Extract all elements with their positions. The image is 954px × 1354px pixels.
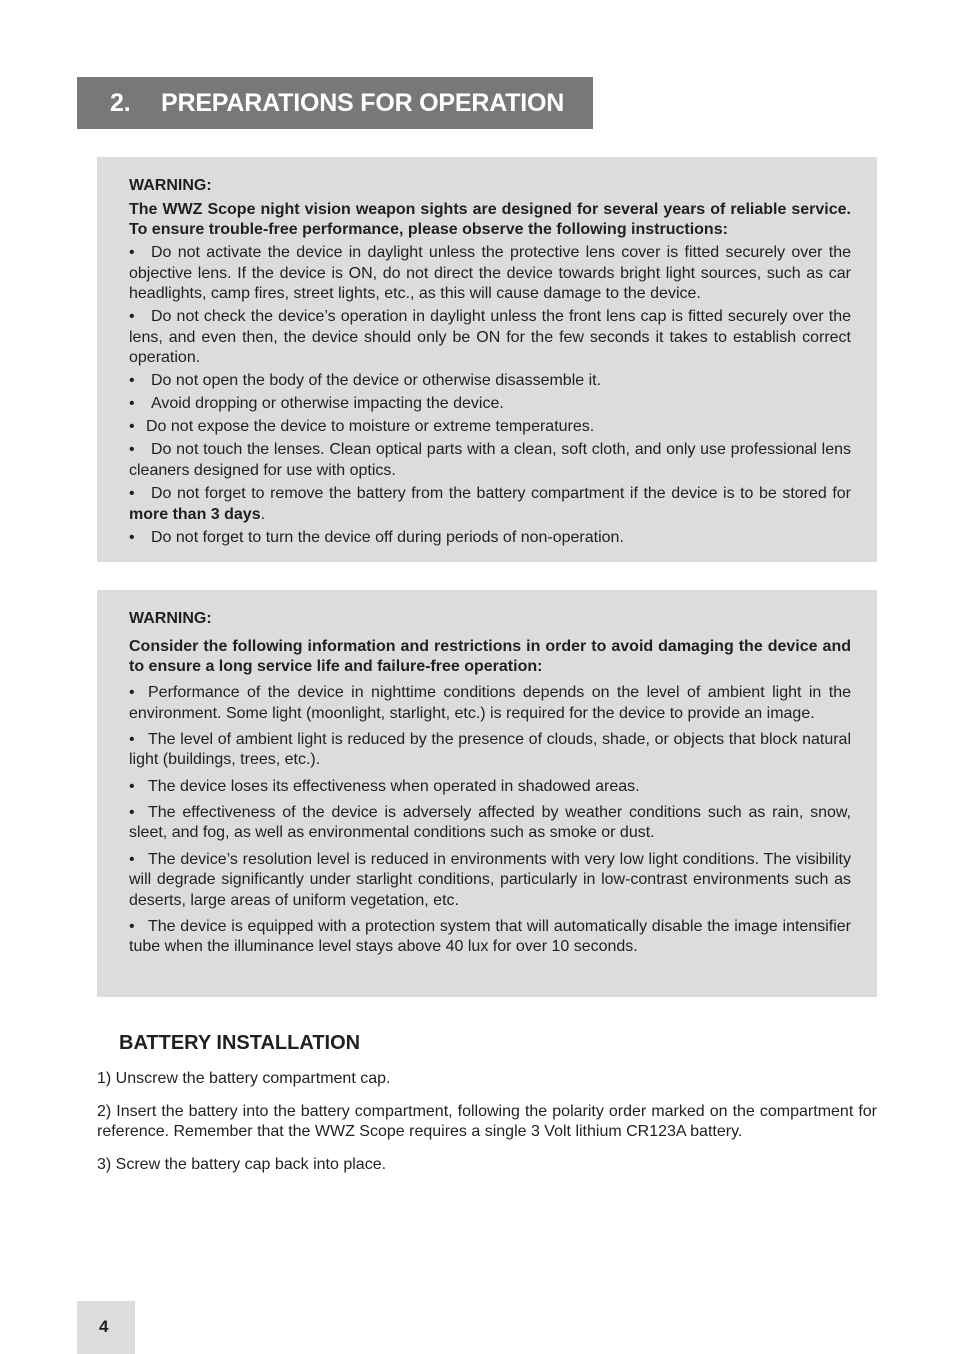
list-item: • The device is equipped with a protection system that will automatically disable the image intensifier tube when the illuminance level stays above 40 lux for over 10 seconds. (129, 917, 851, 956)
step-item: 1) Unscrew the battery compartment cap. (97, 1070, 391, 1087)
list-item: • Avoid dropping or otherwise impacting the device. (129, 395, 504, 413)
warning-intro: The WWZ Scope night vision weapon sights are designed for several years of reliable service. To ensure trouble-free performance, please observe the following instructions: (129, 201, 851, 238)
list-item: • Do not forget to turn the device off during periods of non-operation. (129, 528, 624, 546)
page-number (77, 1301, 135, 1354)
battery-heading: BATTERY INSTALLATION (119, 1032, 361, 1054)
list-item: • Do not activate the device in daylight unless the protective lens cover is fitted securely over the objective lens. If the device is ON, do not direct the device towards bright light sources, such as car headlights, camp fires, street lights, etc., as this will cause damage to the device. (129, 244, 851, 302)
warning-list (129, 683, 851, 958)
warning-box-care (97, 157, 877, 562)
list-item: • Do not touch the lenses. Clean optical parts with a clean, soft cloth, and only use professional lens cleaners designed for use with optics. (129, 441, 851, 479)
list-item: • Do not check the device’s operation in daylight unless the front lens cap is fitted securely over the lens, and even then, the device should only be ON for the few seconds it takes to establish correct operation. (129, 308, 851, 367)
page-number-text: 4 (99, 1317, 109, 1336)
list-item: • Do not forget to remove the battery from the battery compartment if the device is to be stored for more than 3 days. (129, 485, 851, 523)
step-item: 3) Screw the battery cap back into place. (97, 1155, 387, 1173)
list-item: • The level of ambient light is reduced by the presence of clouds, shade, or objects that block natural light (buildings, trees, etc.). (129, 730, 851, 769)
list-item: • Do not open the body of the device or otherwise disassemble it. (129, 372, 602, 390)
warning-list (129, 243, 851, 548)
section-number: 2. (110, 88, 131, 117)
warning-intro: Consider the following information and restrictions in order to avoid damaging the device and to ensure a long service life and failure-free operation: (129, 638, 851, 675)
warning-box-conditions (97, 590, 877, 997)
battery-steps (97, 1069, 877, 1187)
step-item: 2) Insert the battery into the battery compartment, following the polarity order marked on the compartment for reference. Remember that the WWZ Scope requires a single 3 Volt lithium CR123A battery. (97, 1102, 877, 1140)
section-title: PREPARATIONS FOR OPERATION (161, 88, 565, 117)
list-item: • Do not expose the device to moisture or extreme temperatures. (129, 418, 595, 436)
list-item: • The device’s resolution level is reduced in environments with very low light conditions. The visibility will degrade significantly under starlight conditions, particularly in low-contrast environments such as deserts, large areas of uniform vegetation, etc. (129, 850, 851, 909)
section-header (77, 77, 593, 129)
list-item: • Performance of the device in nighttime conditions depends on the level of ambient light in the environment. Some light (moonlight, starlight, etc.) is required for the device to provide an image. (129, 684, 851, 722)
list-item: • The device loses its effectiveness when operated in shadowed areas. (129, 777, 640, 795)
emphasis-text: more than 3 days (129, 505, 261, 523)
warning-label: WARNING: (129, 610, 212, 627)
warning-label: WARNING: (129, 177, 212, 194)
list-item: • The effectiveness of the device is adversely affected by weather conditions such as rain, snow, sleet, and fog, as well as environmental conditions such as smoke or dust. (129, 803, 851, 842)
